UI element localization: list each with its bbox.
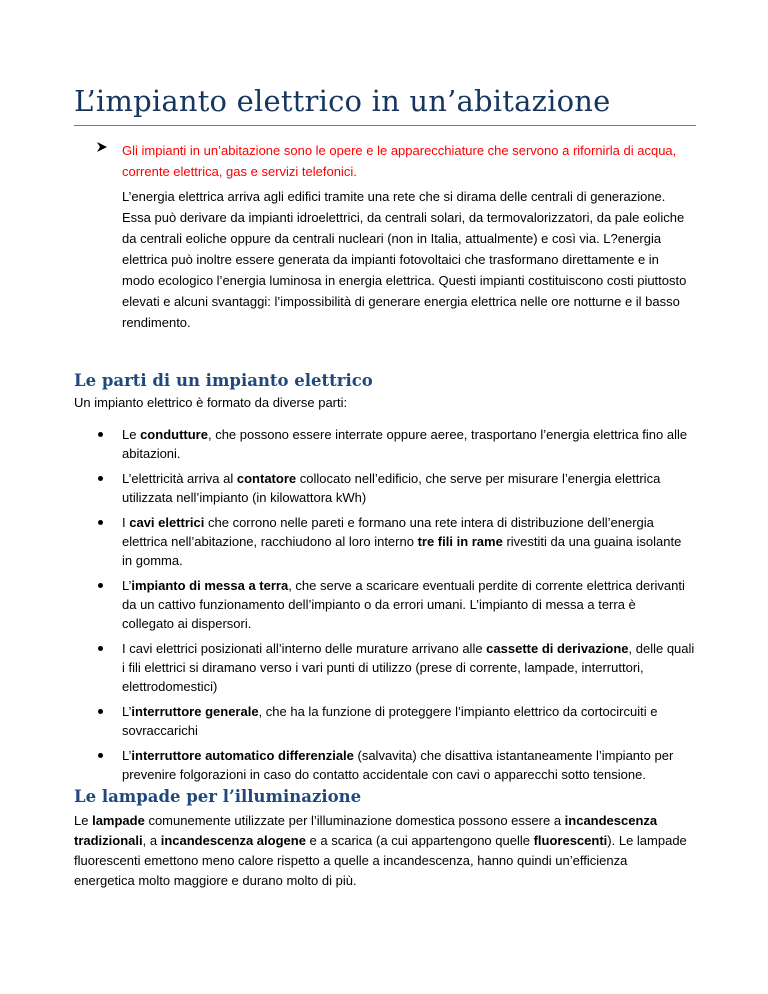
lamp-keyword: lampade xyxy=(92,813,145,828)
paragraph-line: Essa può derivare da impianti idroelettrici, da centrali solari, da termovalorizzatori, da pale eoliche xyxy=(122,210,685,225)
item-text: I xyxy=(122,515,130,530)
lamp-text: e a scarica (a cui appartengono quelle xyxy=(305,833,534,848)
intro-paragraph xyxy=(122,186,697,333)
parts-list xyxy=(96,425,706,790)
lamp-keyword: incandescenza alogene xyxy=(160,833,306,848)
item-text: abitazioni. xyxy=(122,446,181,461)
item-keyword: condutture xyxy=(140,427,208,442)
item-keyword: tre fili in rame xyxy=(417,534,503,549)
item-text: che corrono nelle pareti e formano una rete intera di distribuzione dell’energia xyxy=(204,515,654,530)
item-text: , che ha la funzione di proteggere l’impianto elettrico da cortocircuiti e xyxy=(258,704,658,719)
bullet-dot-icon xyxy=(98,432,103,437)
item-keyword: interruttore generale xyxy=(131,704,259,719)
bullet-dot-icon xyxy=(98,646,103,651)
lamp-text: energetica molto maggiore e durano molto di più. xyxy=(74,873,357,888)
item-keyword: cavi elettrici xyxy=(129,515,205,530)
lamp-text: Le xyxy=(74,813,93,828)
list-item xyxy=(96,513,706,570)
paragraph-line: elettrica può inoltre essere generata da impianti fotovoltaici che trasformano direttamente e in xyxy=(122,252,659,267)
lamp-keyword: fluorescenti xyxy=(533,833,608,848)
paragraph-line: elevati e alcuni svantaggi: l’impossibilità di generare energia elettrica nelle ore notturne e il basso xyxy=(122,294,680,309)
bullet-dot-icon xyxy=(98,709,103,714)
list-item xyxy=(96,702,706,740)
bullet-dot-icon xyxy=(98,476,103,481)
paragraph-line: rendimento. xyxy=(122,315,191,330)
lamp-text: comunemente utilizzate per l’illuminazione domestica possono essere a xyxy=(144,813,565,828)
lamp-text: fluorescenti emettono meno calore rispetto a quelle a incandescenza, hanno quindi un’efficienza xyxy=(74,853,628,868)
item-text: L’ xyxy=(122,748,132,763)
item-text: I cavi elettrici posizionati all’interno delle murature arrivano alle xyxy=(122,641,487,656)
item-text: , delle quali xyxy=(628,641,695,656)
page-title: L’impianto elettrico in un’abitazione xyxy=(74,84,611,118)
lamp-keyword: incandescenza xyxy=(564,813,658,828)
section-heading-lamps: Le lampade per l’illuminazione xyxy=(74,787,362,806)
list-item xyxy=(96,746,706,784)
item-text: collocato nell’edificio, che serve per misurare l’energia elettrica xyxy=(296,471,661,486)
item-text: in gomma. xyxy=(122,553,183,568)
lamp-text: ). Le lampade xyxy=(607,833,687,848)
item-text: collegato ai dispersori. xyxy=(122,616,252,631)
bullet-dot-icon xyxy=(98,583,103,588)
lamps-paragraph xyxy=(74,811,714,891)
paragraph-line: modo ecologico l’energia luminosa in energia elettrica. Questi impianti costituiscono costi piuttosto xyxy=(122,273,687,288)
item-text: utilizzata nell’impianto (in kilowattora kWh) xyxy=(122,490,367,505)
title-underline xyxy=(74,125,696,126)
item-text: da un cattivo funzionamento dell’impianto o da errori umani. L’impianto di messa a terra è xyxy=(122,597,636,612)
section-lead-text: Un impianto elettrico è formato da diverse parti: xyxy=(74,395,348,410)
bullet-dot-icon xyxy=(98,753,103,758)
section-heading-parts: Le parti di un impianto elettrico xyxy=(74,371,373,390)
item-text: (salvavita) che disattiva istantaneamente l’impianto per xyxy=(353,748,674,763)
item-text: sovraccarichi xyxy=(122,723,198,738)
lamp-keyword: tradizionali xyxy=(74,833,143,848)
item-text: Le xyxy=(122,427,141,442)
paragraph-line: L’energia elettrica arriva agli edifici tramite una rete che si dirama delle centrali di generazione. xyxy=(122,189,666,204)
item-text: L’ xyxy=(122,704,132,719)
list-item xyxy=(96,469,706,507)
list-item xyxy=(96,639,706,696)
item-keyword: contatore xyxy=(236,471,297,486)
item-keyword: impianto di messa a terra xyxy=(131,578,289,593)
bullet-dot-icon xyxy=(98,520,103,525)
item-keyword: cassette di derivazione xyxy=(486,641,629,656)
item-text: i fili elettrici si diramano verso i vari punti di utilizzo (prese di corrente, lampade, interruttori, xyxy=(122,660,644,675)
item-text: prevenire folgorazioni in caso do contatto accidentale con cavi o apparecchi sotto tensione. xyxy=(122,767,646,782)
lamp-text: , a xyxy=(142,833,161,848)
intro-bullet-text xyxy=(96,140,742,182)
list-item xyxy=(96,425,706,463)
item-text: , che serve a scaricare eventuali perdite di corrente elettrica derivanti xyxy=(288,578,685,593)
item-text: L’ xyxy=(122,578,132,593)
item-text: L’elettricità arriva al xyxy=(122,471,237,486)
item-keyword: interruttore automatico differenziale xyxy=(131,748,354,763)
list-item xyxy=(96,576,706,633)
paragraph-line: da centrali eoliche oppure da centrali nucleari (non in Italia, attualmente) e così via. L?energia xyxy=(122,231,662,246)
intro-line: Gli impianti in un’abitazione sono le opere e le apparecchiature che servono a rifornirla di acqua, xyxy=(122,143,677,158)
item-text: elettrica nell’abitazione, racchiudono al loro interno xyxy=(122,534,418,549)
item-text: , che possono essere interrate oppure aeree, trasportano l’energia elettrica fino alle xyxy=(207,427,688,442)
item-text: elettrodomestici) xyxy=(122,679,218,694)
item-text: rivestiti da una guaina isolante xyxy=(502,534,682,549)
intro-line: corrente elettrica, gas e servizi telefonici. xyxy=(122,164,357,179)
